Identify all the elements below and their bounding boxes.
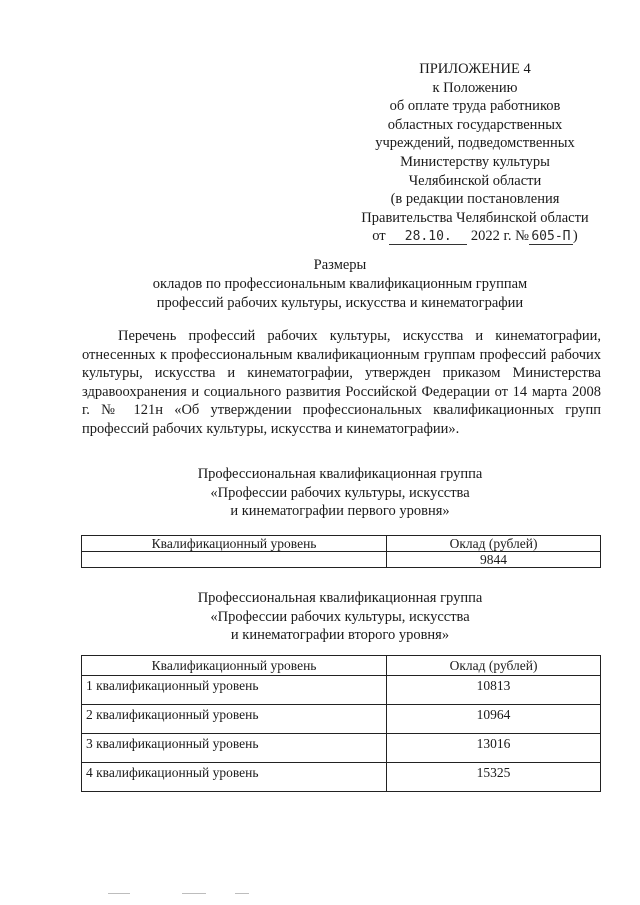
document-title	[60, 256, 620, 313]
annex-number: ПРИЛОЖЕНИЕ 4	[419, 61, 531, 77]
group2-salary-table	[81, 655, 601, 792]
annex-line: Правительства Челябинской области	[361, 209, 589, 226]
table-row	[82, 676, 601, 705]
handwritten-date: 28.10.	[389, 229, 467, 245]
title-line: окладов по профессиональным квалификационным группам	[152, 276, 528, 292]
intro-paragraph: Перечень профессий рабочих культуры, искусства и кинематографии, отнесенных к профессиональным квалификационным группам профессий рабочих культуры, искусства и кинематографии, утвержден приказом Министерства здравоохранения и социального развития Российской Федерации от 14 марта 2008 г. № 121н «Об утверждении профессиональных квалификационных групп профессий рабочих культуры, искусства и кинематографии».	[82, 328, 601, 437]
annex-line: Челябинской области	[408, 172, 542, 189]
group1-salary-table	[81, 535, 601, 568]
salary-cell: 9844	[387, 552, 601, 568]
column-header-level: Квалификационный уровень	[82, 536, 387, 552]
scan-speck	[108, 893, 130, 894]
level-cell: 4 квалификационный уровень	[82, 763, 387, 792]
level-cell: 2 квалификационный уровень	[82, 705, 387, 734]
table-header-row	[82, 656, 601, 676]
column-header-salary: Оклад (рублей)	[387, 536, 601, 552]
scan-speck	[182, 893, 206, 894]
handwritten-number: 605-П	[529, 229, 573, 245]
level-cell: 1 квалификационный уровень	[82, 676, 387, 705]
table-row	[82, 552, 601, 568]
column-header-salary: Оклад (рублей)	[387, 656, 601, 676]
date-prefix: от	[372, 228, 386, 245]
salary-cell: 13016	[387, 734, 601, 763]
table-row	[82, 734, 601, 763]
table-header-row	[82, 536, 601, 552]
column-header-level: Квалификационный уровень	[82, 656, 387, 676]
annex-date-line	[350, 227, 600, 246]
level-cell: 3 квалификационный уровень	[82, 734, 387, 763]
annex-line: Министерству культуры	[400, 153, 550, 170]
annex-line: областных государственных	[387, 116, 563, 133]
group-heading-line: «Профессии рабочих культуры, искусства	[210, 484, 470, 501]
level-cell	[82, 552, 387, 568]
annex-line: (в редакции постановления	[390, 191, 560, 208]
salary-cell: 10813	[387, 676, 601, 705]
table-row	[82, 705, 601, 734]
group1-heading	[60, 465, 620, 521]
annex-line: к Положению	[432, 79, 518, 96]
group-heading-line: Профессиональная квалификационная группа	[197, 466, 483, 482]
year-text: 2022 г. №	[470, 228, 529, 245]
group2-heading	[60, 589, 620, 645]
group-heading-line: Профессиональная квалификационная группа	[197, 590, 483, 606]
annex-header	[350, 60, 600, 246]
annex-line: об оплате труда работников	[389, 98, 561, 115]
group-heading-line: и кинематографии первого уровня»	[230, 503, 450, 520]
title-line: Размеры	[313, 257, 367, 273]
title-line: профессий рабочих культуры, искусства и кинематографии	[156, 295, 524, 311]
table-row	[82, 763, 601, 792]
salary-cell: 10964	[387, 705, 601, 734]
scan-speck	[235, 893, 249, 894]
annex-line: учреждений, подведомственных	[375, 135, 575, 152]
group-heading-line: «Профессии рабочих культуры, искусства	[210, 608, 470, 625]
salary-cell: 15325	[387, 763, 601, 792]
group-heading-line: и кинематографии второго уровня»	[230, 627, 450, 644]
closing-paren: )	[572, 228, 578, 245]
